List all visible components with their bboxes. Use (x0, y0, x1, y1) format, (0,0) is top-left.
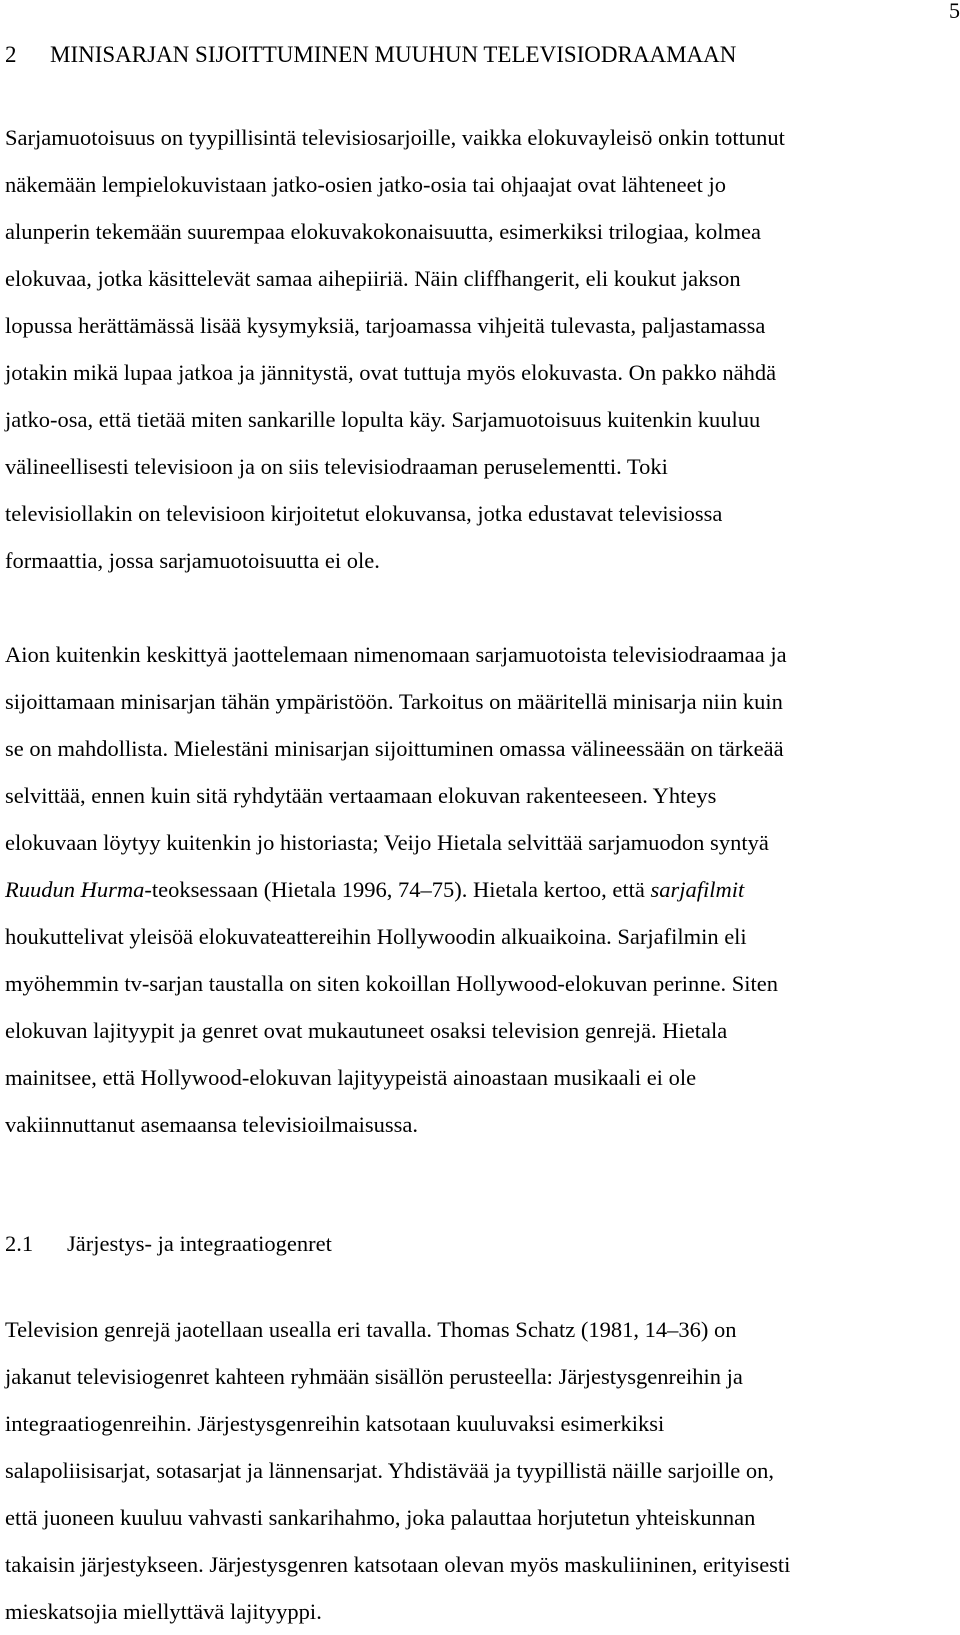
term-italic: sarjafilmit (650, 877, 745, 902)
subsection-heading (5, 1228, 332, 1260)
text-line: Television genrejä jaotellaan usealla eri tavalla. Thomas Schatz (1981, 14–36) on (5, 1317, 737, 1342)
text-line: houkuttelivat yleisöä elokuvateattereihin Hollywoodin alkuaikoina. Sarjafilmin eli (5, 924, 747, 949)
text-line: jotakin mikä lupaa jatkoa ja jännitystä, ovat tuttuja myös elokuvasta. On pakko nähdä (5, 360, 777, 385)
book-title-italic: Ruudun Hurma (5, 877, 145, 902)
page-number: 5 (949, 0, 960, 23)
text-line: formaattia, jossa sarjamuotoisuutta ei ole. (5, 548, 380, 573)
paragraph-2 (5, 631, 787, 1148)
text-line: takaisin järjestykseen. Järjestysgenren katsotaan olevan myös maskuliininen, erityisesti (5, 1552, 791, 1577)
text-line: että juoneen kuuluu vahvasti sankarihahmo, joka palauttaa horjutetun yhteiskunnan (5, 1505, 756, 1530)
text-line: elokuvaa, jotka käsittelevät samaa aihepiiriä. Näin cliffhangerit, eli koukut jakson (5, 266, 741, 291)
text-line: lopussa herättämässä lisää kysymyksiä, tarjoamassa vihjeitä tulevasta, paljastamassa (5, 313, 766, 338)
text-line: näkemään lempielokuvistaan jatko-osien jatko-osia tai ohjaajat ovat lähteneet jo (5, 172, 726, 197)
paragraph-3 (5, 1306, 790, 1635)
text-line: televisiollakin on televisioon kirjoitetut elokuvansa, jotka edustavat televisiossa (5, 501, 723, 526)
text-line: integraatiogenreihin. Järjestysgenreihin katsotaan kuuluvaksi esimerkiksi (5, 1411, 665, 1436)
text-line: selvittää, ennen kuin sitä ryhdytään vertaamaan elokuvan rakenteeseen. Yhteys (5, 783, 717, 808)
text-line: jatko-osa, että tietää miten sankarille lopulta käy. Sarjamuotoisuus kuitenkin kuuluu (5, 407, 761, 432)
subsection-title: Järjestys- ja integraatiogenret (67, 1231, 332, 1256)
subsection-number: 2.1 (5, 1231, 34, 1256)
text-line (5, 866, 787, 913)
text-line: Aion kuitenkin keskittyä jaottelemaan nimenomaan sarjamuotoista televisiodraamaa ja (5, 642, 787, 667)
text-line: elokuvan lajityypit ja genret ovat mukautuneet osaksi television genrejä. Hietala (5, 1018, 728, 1043)
text-line: sijoittamaan minisarjan tähän ympäristöön. Tarkoitus on määritellä minisarja niin kuin (5, 689, 783, 714)
text-line: välineellisesti televisioon ja on siis televisiodraaman peruselementti. Toki (5, 454, 668, 479)
section-title: MINISARJAN SIJOITTUMINEN MUUHUN TELEVISIODRAAMAAN (50, 42, 737, 67)
text-line: Sarjamuotoisuus on tyypillisintä televisiosarjoille, vaikka elokuvayleisö onkin tottunut (5, 125, 785, 150)
text-line: salapoliisisarjat, sotasarjat ja lännensarjat. Yhdistävää ja tyypillistä näille sarjoille on, (5, 1458, 774, 1483)
text-line: se on mahdollista. Mielestäni minisarjan sijoittuminen omassa välineessään on tärkeää (5, 736, 784, 761)
section-number: 2 (5, 42, 17, 67)
text-line: alunperin tekemään suurempaa elokuvakokonaisuutta, esimerkiksi trilogiaa, kolmea (5, 219, 762, 244)
text-run: -teoksessaan (Hietala 1996, 74–75). Hietala kertoo, että (144, 877, 651, 902)
text-line: myöhemmin tv-sarjan taustalla on siten kokoillan Hollywood-elokuvan perinne. Siten (5, 971, 778, 996)
text-line: elokuvaan löytyy kuitenkin jo historiasta; Veijo Hietala selvittää sarjamuodon syntyä (5, 830, 769, 855)
text-line: jakanut televisiogenret kahteen ryhmään sisällön perusteella: Järjestysgenreihin ja (5, 1364, 743, 1389)
text-line: vakiinnuttanut asemaansa televisioilmaisussa. (5, 1112, 419, 1137)
paragraph-1 (5, 114, 785, 584)
text-line: mieskatsojia miellyttävä lajityyppi. (5, 1599, 322, 1624)
section-heading (5, 40, 736, 70)
text-line: mainitsee, että Hollywood-elokuvan lajityypeistä ainoastaan musikaali ei ole (5, 1065, 697, 1090)
